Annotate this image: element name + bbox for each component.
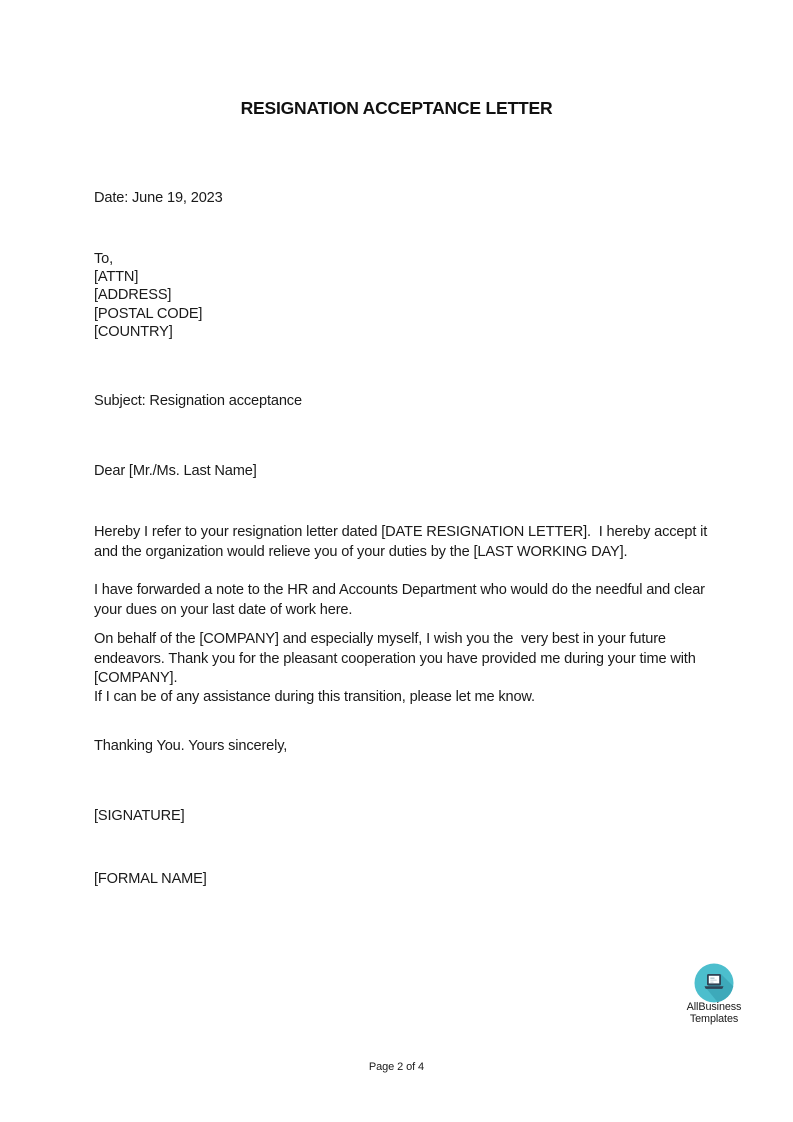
address-line-attn: [ATTN] [94, 269, 139, 286]
brand-name-line2: Templates [689, 1012, 739, 1025]
signature-placeholder: [SIGNATURE] [94, 808, 185, 824]
address-line-address: [ADDRESS] [94, 287, 172, 304]
address-line-to: To, [94, 251, 114, 267]
address-line-postal-code: [POSTAL CODE] [94, 305, 203, 322]
closing-line: Thanking You. Yours sincerely, [94, 738, 288, 754]
date-line: Date: June 19, 2023 [94, 190, 223, 206]
body-paragraph: Hereby I refer to your resignation letter dated [DATE RESIGNATION LETTER]. I hereby accept it and the organization would relieve you of your duties by the [LAST WORKING DAY]. [94, 524, 712, 560]
subject-line: Subject: Resignation acceptance [94, 393, 302, 409]
letter-title: RESIGNATION ACCEPTANCE LETTER [240, 98, 553, 118]
laptop-icon [694, 963, 734, 1003]
body-paragraph: If I can be of any assistance during this transition, please let me know. [94, 689, 535, 705]
brand-name-line1: AllBusiness [686, 1001, 742, 1013]
address-line-country: [COUNTRY] [94, 323, 173, 340]
page-number-indicator: Page 2 of 4 [368, 1061, 425, 1073]
allbusiness-templates-logo [672, 963, 756, 1025]
body-paragraph: I have forwarded a note to the HR and Accounts Department who would do the needful and clear your dues on your last date of work here. [94, 582, 709, 618]
formal-name-placeholder: [FORMAL NAME] [94, 871, 207, 887]
body-paragraph: On behalf of the [COMPANY] and especially myself, I wish you the very best in your future endeavors. Thank you for the pleasant cooperation you have provided me during your time with [COMPANY]. [94, 631, 700, 687]
recipient-address-block [94, 250, 202, 341]
salutation: Dear [Mr./Ms. Last Name] [94, 463, 257, 479]
